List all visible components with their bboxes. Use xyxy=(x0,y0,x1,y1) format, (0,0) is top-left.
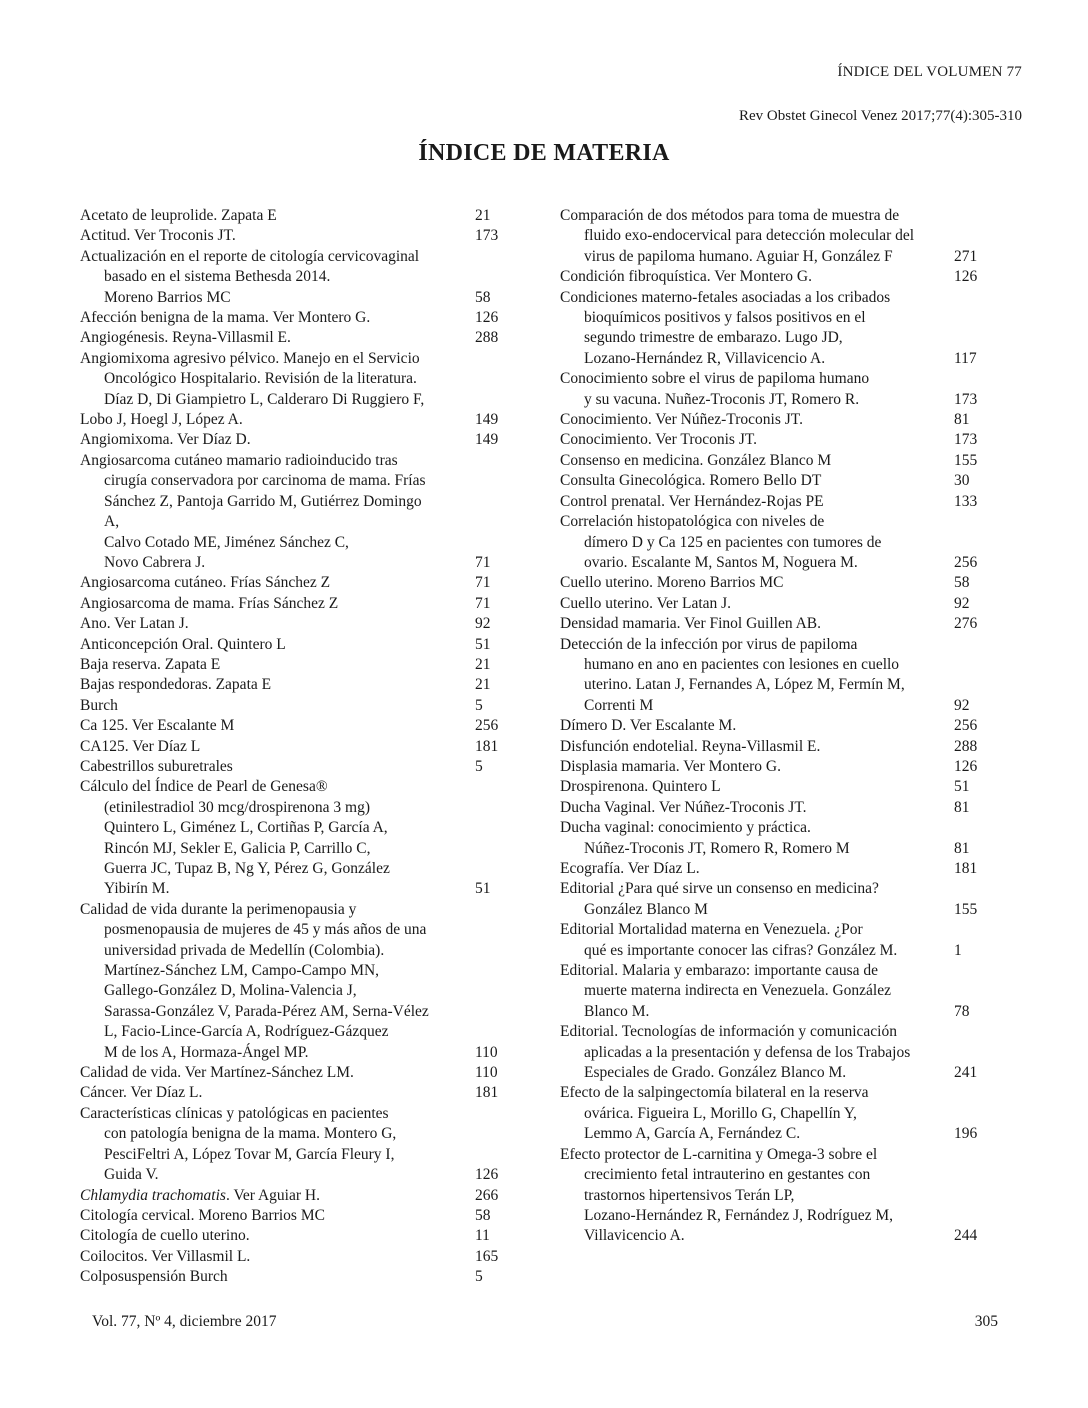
index-entry-text xyxy=(560,879,1004,920)
index-entry-text xyxy=(560,492,1004,512)
index-entry-line: Calvo Cotado ME, Jiménez Sánchez C, xyxy=(104,533,349,551)
index-entry-line: Afección benigna de la mama. Ver Montero G. xyxy=(80,309,371,327)
index-entry xyxy=(560,471,1004,491)
index-entry-line: Conocimiento. Ver Núñez-Troconis JT. xyxy=(560,411,803,429)
index-entry-page: 30 xyxy=(954,472,970,490)
index-entry xyxy=(80,614,525,634)
index-entry-line: aplicadas a la presentación y defensa de los Trabajos xyxy=(584,1043,911,1061)
index-entry-page: 149 xyxy=(475,411,499,429)
index-entry xyxy=(560,1022,1004,1083)
index-entry-line: universidad privada de Medellín (Colombia). xyxy=(104,941,385,959)
index-entry-text xyxy=(560,369,1004,410)
index-entry xyxy=(560,961,1004,1022)
index-entry-line: Condición fibroquística. Ver Montero G. xyxy=(560,268,812,286)
index-entry xyxy=(80,696,525,716)
index-entry xyxy=(560,512,1004,573)
index-entry-line: Cuello uterino. Moreno Barrios MC xyxy=(560,574,784,592)
index-entry-line: PesciFeltri A, López Tovar M, García Fleury I, xyxy=(104,1145,395,1163)
index-entry-line: Editorial Mortalidad materna en Venezuela. ¿Por xyxy=(560,921,863,939)
index-entry-text xyxy=(80,1247,525,1267)
index-entry-line: Oncológico Hospitalario. Revisión de la literatura. xyxy=(104,370,417,388)
running-head: ÍNDICE DEL VOLUMEN 77 xyxy=(837,64,1022,80)
index-entry-page: 21 xyxy=(475,655,491,673)
index-entry-page: 21 xyxy=(475,676,491,694)
index-entry-text xyxy=(80,655,525,675)
index-entry-text xyxy=(560,737,1004,757)
index-entry-page: 78 xyxy=(954,1002,970,1020)
index-entry-line: M de los A, Hormaza-Ángel MP. xyxy=(104,1043,309,1061)
index-entry-page: 81 xyxy=(954,839,970,857)
index-entry-line: Detección de la infección por virus de papiloma xyxy=(560,635,858,653)
index-entry-text xyxy=(560,961,1004,1022)
index-entry-line: Drospirenona. Quintero L xyxy=(560,778,721,796)
index-entry-line: Coilocitos. Ver Villasmil L. xyxy=(80,1247,251,1265)
index-entry-page: 58 xyxy=(954,574,970,592)
index-entry-page: 133 xyxy=(954,492,978,510)
index-entry-line: Consulta Ginecológica. Romero Bello DT xyxy=(560,472,822,490)
index-entry-text xyxy=(560,920,1004,961)
index-entry-text xyxy=(80,430,525,450)
index-entry xyxy=(560,206,1004,267)
index-entry-page: 181 xyxy=(954,860,978,877)
index-entry xyxy=(560,288,1004,370)
index-entry-line: Sánchez Z, Pantoja Garrido M, Gutiérrez Domingo A, xyxy=(104,492,422,531)
index-entry-text xyxy=(80,696,525,716)
index-entry-line: Blanco M. xyxy=(584,1002,650,1020)
index-entry xyxy=(560,859,1004,879)
index-entry-text xyxy=(80,675,525,695)
index-entry-line: Moreno Barrios MC xyxy=(104,288,231,306)
index-entry-line: y su vacuna. Nuñez-Troconis JT, Romero R. xyxy=(584,390,860,408)
index-entry-page: 51 xyxy=(954,778,970,796)
index-entry-line: Comparación de dos métodos para toma de muestra de xyxy=(560,207,900,224)
index-entry xyxy=(80,716,525,736)
index-entry-line: Angiomixoma. Ver Díaz D. xyxy=(80,431,251,449)
index-entry-page: 92 xyxy=(475,615,491,633)
index-entry xyxy=(560,818,1004,859)
index-entry-line: González Blanco M xyxy=(584,900,708,918)
index-entry-line: Ducha Vaginal. Ver Núñez-Troconis JT. xyxy=(560,798,807,816)
index-entry-page: 155 xyxy=(954,900,978,918)
index-entry-page: 21 xyxy=(475,207,491,224)
index-entry xyxy=(560,879,1004,920)
index-entry-text xyxy=(560,573,1004,593)
index-entry-line: cirugía conservadora por carcinoma de mama. Frías xyxy=(104,472,426,490)
index-entry-page: 11 xyxy=(475,1227,490,1245)
index-entry-page: 5 xyxy=(475,696,483,714)
index-entry-line: Chlamydia trachomatis. Ver Aguiar H. xyxy=(80,1186,320,1204)
index-entry-text xyxy=(80,757,525,777)
index-entry-text xyxy=(560,777,1004,797)
index-entry-text xyxy=(560,716,1004,736)
index-entry-page: 266 xyxy=(475,1186,499,1204)
index-entry-line: Correnti M xyxy=(584,696,654,714)
index-entry-text xyxy=(80,1104,525,1186)
index-entry-page: 92 xyxy=(954,696,970,714)
index-entry-page: 81 xyxy=(954,411,970,429)
index-entry-line: Bajas respondedoras. Zapata E xyxy=(80,676,272,694)
index-entry-page: 1 xyxy=(954,941,962,959)
index-entry-line: humano en ano en pacientes con lesiones en cuello xyxy=(584,655,900,673)
index-entry-line: Angiosarcoma cutáneo. Frías Sánchez Z xyxy=(80,574,331,592)
index-entry xyxy=(560,777,1004,797)
index-entry-page: 173 xyxy=(954,390,978,408)
index-entry-page: 51 xyxy=(475,880,491,898)
index-entry xyxy=(80,757,525,777)
index-entry-line: Correlación histopatológica con niveles de xyxy=(560,513,825,531)
index-entry-page: 173 xyxy=(475,227,499,245)
index-entry-text xyxy=(80,1206,525,1226)
index-entry xyxy=(560,737,1004,757)
index-entry-line: crecimiento fetal intrauterino en gestantes con xyxy=(584,1166,871,1184)
index-entry-line: bioquímicos positivos y falsos positivos en el xyxy=(584,309,866,327)
index-entry-line: Ano. Ver Latan J. xyxy=(80,615,189,633)
index-entry-text xyxy=(560,1022,1004,1083)
index-entry-page: 244 xyxy=(954,1227,978,1245)
index-entry-line: Densidad mamaria. Ver Finol Guillen AB. xyxy=(560,615,822,633)
index-entry xyxy=(560,757,1004,777)
index-entry xyxy=(80,1186,525,1206)
index-entry-line: Control prenatal. Ver Hernández-Rojas PE xyxy=(560,492,824,510)
index-entry-line: Lemmo A, García A, Fernández C. xyxy=(584,1125,801,1143)
index-entry-page: 58 xyxy=(475,1206,491,1224)
index-entry-line: Calidad de vida. Ver Martínez-Sánchez LM. xyxy=(80,1064,354,1082)
index-entry xyxy=(560,573,1004,593)
index-entry-line: fluido exo-endocervical para detección molecular del xyxy=(584,227,915,245)
index-entry-line: Cáncer. Ver Díaz L. xyxy=(80,1084,203,1102)
index-entry-text xyxy=(80,900,525,1063)
index-entry xyxy=(560,1145,1004,1247)
index-entry-line: trastornos hipertensivos Terán LP, xyxy=(584,1186,795,1204)
index-entry xyxy=(560,430,1004,450)
index-entry-page: 173 xyxy=(954,431,978,449)
index-entry-line: Guerra JC, Tupaz B, Ng Y, Pérez G, González xyxy=(104,860,390,877)
index-entry-text xyxy=(80,308,525,328)
index-entry-line: Baja reserva. Zapata E xyxy=(80,655,221,673)
index-entry-line: Guida V. xyxy=(104,1166,159,1184)
index-entry-line: Novo Cabrera J. xyxy=(104,553,206,571)
index-entry-line: ovario. Escalante M, Santos M, Noguera M. xyxy=(584,553,858,571)
page-title: ÍNDICE DE MATERIA xyxy=(418,140,670,166)
index-entry xyxy=(560,594,1004,614)
index-entry-line: con patología benigna de la mama. Montero G, xyxy=(104,1125,397,1143)
index-column-left xyxy=(80,206,525,1288)
index-entry-line: Lozano-Hernández R, Villavicencio A. xyxy=(584,349,826,367)
index-entry-line: Ecografía. Ver Díaz L. xyxy=(560,860,700,877)
index-entry-page: 149 xyxy=(475,431,499,449)
index-entry-text xyxy=(560,451,1004,471)
index-entry xyxy=(80,328,525,348)
index-entry xyxy=(560,1083,1004,1144)
index-entry xyxy=(80,900,525,1063)
index-entry xyxy=(80,206,525,226)
index-entry xyxy=(80,226,525,246)
index-entry-line: Angiosarcoma cutáneo mamario radioinducido tras xyxy=(80,451,398,469)
index-entry-line: ovárica. Figueira L, Morillo G, Chapellín Y, xyxy=(584,1104,857,1122)
index-entry-line: Díaz D, Di Giampietro L, Calderaro Di Ruggiero F, xyxy=(104,390,425,408)
index-entry-line: Displasia mamaria. Ver Montero G. xyxy=(560,757,781,775)
index-entry-line: Quintero L, Giménez L, Cortiñas P, García A, xyxy=(104,819,388,837)
index-entry-line: muerte materna indirecta en Venezuela. González xyxy=(584,982,891,1000)
index-entry-text xyxy=(560,614,1004,634)
index-entry-line: Calidad de vida durante la perimenopausia y xyxy=(80,900,357,918)
index-entry-text xyxy=(80,737,525,757)
index-entry-line: Editorial. Tecnologías de información y comunicación xyxy=(560,1023,897,1041)
index-entry-page: 165 xyxy=(475,1247,499,1265)
index-entry-text xyxy=(560,635,1004,717)
index-entry xyxy=(80,635,525,655)
index-entry-page: 51 xyxy=(475,635,491,653)
index-entry-text xyxy=(560,288,1004,370)
index-entry-line: Núñez-Troconis JT, Romero R, Romero M xyxy=(584,839,850,857)
index-entry-text xyxy=(80,247,525,308)
index-entry xyxy=(80,451,525,573)
index-entry-page: 5 xyxy=(475,757,483,775)
index-entry-text xyxy=(560,267,1004,287)
index-entry-page: 181 xyxy=(475,1084,499,1102)
index-entry xyxy=(80,1206,525,1226)
index-entry-page: 81 xyxy=(954,798,970,816)
index-entry-line: Burch xyxy=(80,696,118,714)
index-entry xyxy=(560,798,1004,818)
index-entry-text xyxy=(80,716,525,736)
index-entry-text xyxy=(80,777,525,899)
index-entry-text xyxy=(560,206,1004,267)
index-entry-line: uterino. Latan J, Fernandes A, López M, Fermín M, xyxy=(584,676,905,694)
index-entry-line: Ducha vaginal: conocimiento y práctica. xyxy=(560,819,811,837)
index-entry-line: Editorial. Malaria y embarazo: importante causa de xyxy=(560,962,879,980)
citation: Rev Obstet Ginecol Venez 2017;77(4):305-310 xyxy=(738,108,1022,124)
index-entry-line: Ca 125. Ver Escalante M xyxy=(80,717,235,735)
index-entry-page: 126 xyxy=(954,268,978,286)
index-entry-line: Yibirín M. xyxy=(104,880,170,898)
index-entry-line: Cálculo del Índice de Pearl de Genesa® xyxy=(80,778,328,796)
index-entry-line: Disfunción endotelial. Reyna-Villasmil E. xyxy=(560,737,821,755)
index-entry xyxy=(80,1267,525,1287)
index-entry-text xyxy=(80,635,525,655)
index-entry-text xyxy=(80,573,525,593)
index-entry-page: 126 xyxy=(475,309,499,327)
index-entry xyxy=(560,267,1004,287)
index-entry-line: Dímero D. Ver Escalante M. xyxy=(560,717,737,735)
index-entry-line: Acetato de leuprolide. Zapata E xyxy=(80,207,277,224)
index-entry-page: 71 xyxy=(475,574,491,592)
index-entry xyxy=(80,655,525,675)
index-entry-line: Editorial ¿Para qué sirve un consenso en medicina? xyxy=(560,880,879,898)
index-entry xyxy=(80,1247,525,1267)
index-entry-text xyxy=(80,226,525,246)
index-entry xyxy=(80,430,525,450)
index-entry-page: 110 xyxy=(475,1064,498,1082)
index-entry xyxy=(80,737,525,757)
index-entry xyxy=(80,308,525,328)
index-entry-text xyxy=(80,1186,525,1206)
index-entry-page: 117 xyxy=(954,349,977,367)
index-entry xyxy=(80,1063,525,1083)
index-entry-line: Cabestrillos suburetrales xyxy=(80,757,233,775)
index-entry-line: Actitud. Ver Troconis JT. xyxy=(80,227,236,245)
index-entry-line: Martínez-Sánchez LM, Campo-Campo MN, xyxy=(104,962,380,980)
index-entry xyxy=(80,1104,525,1186)
index-entry-text xyxy=(560,594,1004,614)
index-entry-text xyxy=(560,1145,1004,1247)
index-entry xyxy=(80,594,525,614)
index-entry-page: 155 xyxy=(954,451,978,469)
index-entry-text xyxy=(80,614,525,634)
index-entry-line: Actualización en el reporte de citología cervicovaginal xyxy=(80,247,420,265)
index-entry-page: 256 xyxy=(954,553,978,571)
index-entry-page: 271 xyxy=(954,247,978,265)
index-entry-line: Villavicencio A. xyxy=(584,1227,685,1245)
footer-issue: Vol. 77, Nº 4, diciembre 2017 xyxy=(92,1313,277,1330)
index-entry-text xyxy=(80,1063,525,1083)
index-column-right xyxy=(560,206,1004,1247)
index-entry-line: Cuello uterino. Ver Latan J. xyxy=(560,594,732,612)
index-entry xyxy=(560,614,1004,634)
index-entry-line: Sarassa-González V, Parada-Pérez AM, Serna-Vélez xyxy=(104,1002,429,1020)
index-entry-line: basado en el sistema Bethesda 2014. xyxy=(104,268,331,286)
index-entry-line: Efecto protector de L-carnitina y Omega-3 sobre el xyxy=(560,1145,878,1163)
index-entry-page: 71 xyxy=(475,594,491,612)
index-entry xyxy=(80,1226,525,1246)
index-entry-line: Angiosarcoma de mama. Frías Sánchez Z xyxy=(80,594,339,612)
index-entry xyxy=(80,777,525,899)
index-entry-line: segundo trimestre de embarazo. Lugo JD, xyxy=(584,329,843,347)
index-entry xyxy=(560,492,1004,512)
index-entry xyxy=(560,635,1004,717)
index-entry-text xyxy=(560,859,1004,879)
index-entry xyxy=(80,573,525,593)
index-entry xyxy=(560,369,1004,410)
index-entry-page: 181 xyxy=(475,737,499,755)
index-entry-line: qué es importante conocer las cifras? González M. xyxy=(584,941,898,959)
index-entry-page: 256 xyxy=(954,717,978,735)
index-entry xyxy=(80,247,525,308)
index-entry-line: Conocimiento sobre el virus de papiloma humano xyxy=(560,370,870,388)
index-entry-page: 110 xyxy=(475,1043,498,1061)
index-entry-line: Lozano-Hernández R, Fernández J, Rodríguez M, xyxy=(584,1206,894,1224)
index-entry-page: 126 xyxy=(954,757,978,775)
index-entry-page: 288 xyxy=(475,329,499,347)
index-entry-page: 5 xyxy=(475,1268,483,1286)
index-entry-page: 92 xyxy=(954,594,970,612)
index-entry-line: Citología de cuello uterino. xyxy=(80,1227,250,1245)
index-entry xyxy=(560,410,1004,430)
footer-page-number: 305 xyxy=(974,1313,998,1330)
index-entry-page: 196 xyxy=(954,1125,978,1143)
index-entry-text xyxy=(560,471,1004,491)
index-entry-line: L, Facio-Lince-García A, Rodríguez-Gázquez xyxy=(104,1023,389,1041)
index-entry xyxy=(80,675,525,695)
index-entry-line: virus de papiloma humano. Aguiar H, González F xyxy=(584,247,893,265)
index-entry-line: Gallego-González D, Molina-Valencia J, xyxy=(104,982,357,1000)
index-entry-line: Lobo J, Hoegl J, López A. xyxy=(80,411,243,429)
index-entry-text xyxy=(560,798,1004,818)
index-entry-text xyxy=(80,1267,525,1287)
index-entry-line: Anticoncepción Oral. Quintero L xyxy=(80,635,286,653)
index-entry xyxy=(80,349,525,431)
index-entry-text xyxy=(80,451,525,573)
index-entry xyxy=(80,1083,525,1103)
index-entry-page: 126 xyxy=(475,1166,499,1184)
index-entry-text xyxy=(80,1226,525,1246)
index-entry-text xyxy=(80,349,525,431)
index-entry-line: Angiogénesis. Reyna-Villasmil E. xyxy=(80,329,291,347)
index-entry-line: Conocimiento. Ver Troconis JT. xyxy=(560,431,758,449)
index-entry-text xyxy=(80,1083,525,1103)
index-entry xyxy=(560,920,1004,961)
index-entry-line: CA125. Ver Díaz L xyxy=(80,737,201,755)
index-entry-page: 256 xyxy=(475,717,499,735)
index-entry-line: Condiciones materno-fetales asociadas a los cribados xyxy=(560,288,891,306)
index-entry-text xyxy=(80,594,525,614)
index-entry-text xyxy=(560,757,1004,777)
index-entry-line: Especiales de Grado. González Blanco M. xyxy=(584,1064,847,1082)
index-entry xyxy=(560,451,1004,471)
index-entry-line: posmenopausia de mujeres de 45 y más años de una xyxy=(104,921,427,939)
index-entry-page: 71 xyxy=(475,553,491,571)
index-entry-text xyxy=(560,410,1004,430)
index-entry-line: Características clínicas y patológicas en pacientes xyxy=(80,1104,389,1122)
index-entry-page: 58 xyxy=(475,288,491,306)
index-entry-line: Efecto de la salpingectomía bilateral en la reserva xyxy=(560,1084,869,1102)
index-entry-page: 241 xyxy=(954,1064,978,1082)
index-entry-line: Angiomixoma agresivo pélvico. Manejo en el Servicio xyxy=(80,349,420,367)
index-entry-page: 288 xyxy=(954,737,978,755)
index-entry-line: Colposuspensión Burch xyxy=(80,1268,228,1286)
index-entry-line: Citología cervical. Moreno Barrios MC xyxy=(80,1206,325,1224)
index-entry-line: Rincón MJ, Sekler E, Galicia P, Carrillo C, xyxy=(104,839,371,857)
index-entry-text xyxy=(560,818,1004,859)
index-entry xyxy=(560,716,1004,736)
index-entry-text xyxy=(80,206,525,226)
index-entry-line: Consenso en medicina. González Blanco M xyxy=(560,451,832,469)
index-entry-text xyxy=(560,1083,1004,1144)
index-entry-text xyxy=(80,328,525,348)
index-entry-line: dímero D y Ca 125 en pacientes con tumores de xyxy=(584,533,882,551)
index-entry-text xyxy=(560,512,1004,573)
index-entry-text xyxy=(560,430,1004,450)
index-entry-page: 276 xyxy=(954,615,978,633)
index-entry-line: (etinilestradiol 30 mcg/drospirenona 3 mg) xyxy=(104,798,371,816)
